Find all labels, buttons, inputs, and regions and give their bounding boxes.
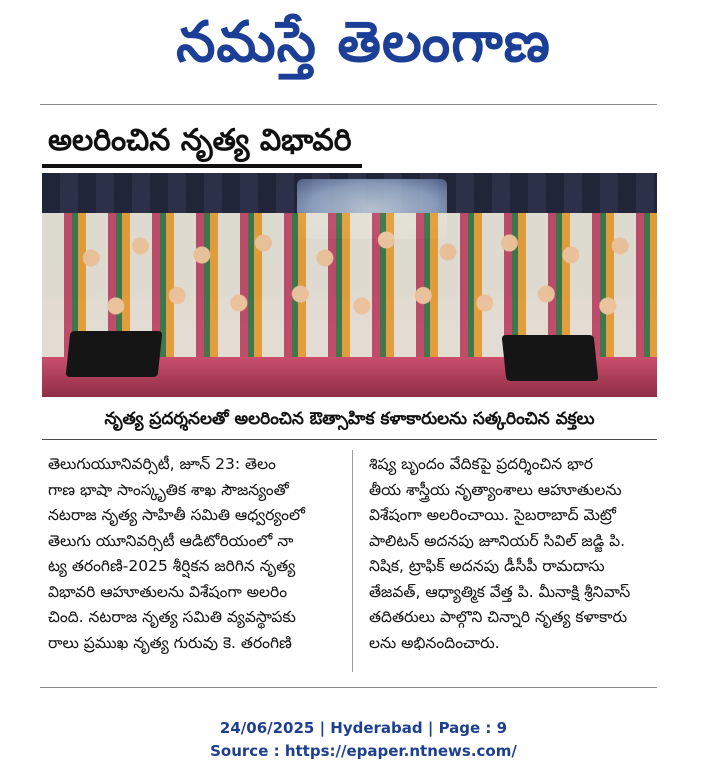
body-line: ట్య తరంగిణి-2025 శీర్షికన జరిగిన నృత్య bbox=[48, 557, 296, 575]
body-line: లను అభినందించారు. bbox=[369, 633, 500, 652]
body-line: పాలిటన్ అదనపు జూనియర్ సివిల్ జడ్జి పి. bbox=[369, 531, 626, 550]
body-line: నిషిక, ట్రాఫిక్ అదనపు డీసీపీ రామదాసు bbox=[369, 557, 605, 575]
body-line: తదితరులు పాల్గొని చిన్నారి నృత్య కళాకారు bbox=[369, 608, 628, 626]
footer-source-link[interactable]: Source : https://epaper.ntnews.com/ bbox=[210, 742, 517, 760]
article-column-right bbox=[369, 452, 661, 656]
body-line: విశేషంగా అలరించాయి. సైబరాబాద్ మెట్రో bbox=[369, 506, 616, 524]
body-line: చింది. నటరాజ నృత్య సమితి వ్యవస్థాపకు bbox=[48, 608, 296, 626]
body-line: తెలుగుయూనివర్సిటీ, జూన్ 23: తెలం bbox=[48, 455, 276, 473]
photo-speaker-right bbox=[502, 335, 599, 381]
masthead-title: నమస్తే తెలంగాణ bbox=[176, 10, 551, 75]
photo-caption: నృత్య ప్రదర్శనలతో అలరించిన ఔత్సాహిక కళాకారులను సత్కరించిన వక్తలు bbox=[104, 409, 595, 429]
article-headline: అలరించిన నృత్య విభావరి bbox=[42, 118, 362, 168]
top-divider bbox=[40, 104, 657, 105]
body-line: తేజవత్, ఆధ్యాత్మిక వేత్త పి. మీనాక్షి శ్రీనివాస్ bbox=[369, 582, 631, 601]
body-line: శిష్య బృందం వేదికపై ప్రదర్శించిన భార bbox=[369, 455, 593, 473]
body-line: తెలుగు యూనివర్సిటీ ఆడిటోరియంలో నా bbox=[48, 531, 294, 550]
photo-speaker-left bbox=[66, 331, 163, 377]
body-line: గాణ భాషా సాంస్కృతిక శాఖ సౌజన్యంతో bbox=[48, 480, 289, 499]
article-column-left bbox=[48, 452, 340, 656]
body-line: రాలు ప్రముఖ నృత్య గురువు కె. తరంగిణి bbox=[48, 633, 292, 652]
footer-date-line: 24/06/2025 | Hyderabad | Page : 9 bbox=[219, 719, 508, 737]
body-line: నటరాజ నృత్య సాహితీ సమితి ఆధ్వర్యంలో bbox=[48, 506, 305, 524]
body-line: తీయ శాస్త్రీయ నృత్యాంశాలు ఆహూతులను bbox=[369, 480, 622, 499]
article-photo bbox=[42, 173, 657, 397]
bottom-divider bbox=[40, 687, 657, 688]
body-line: విభావరి ఆహూతులను విశేషంగా అలరిం bbox=[48, 582, 288, 601]
caption-divider bbox=[42, 439, 657, 440]
column-divider bbox=[352, 450, 353, 672]
